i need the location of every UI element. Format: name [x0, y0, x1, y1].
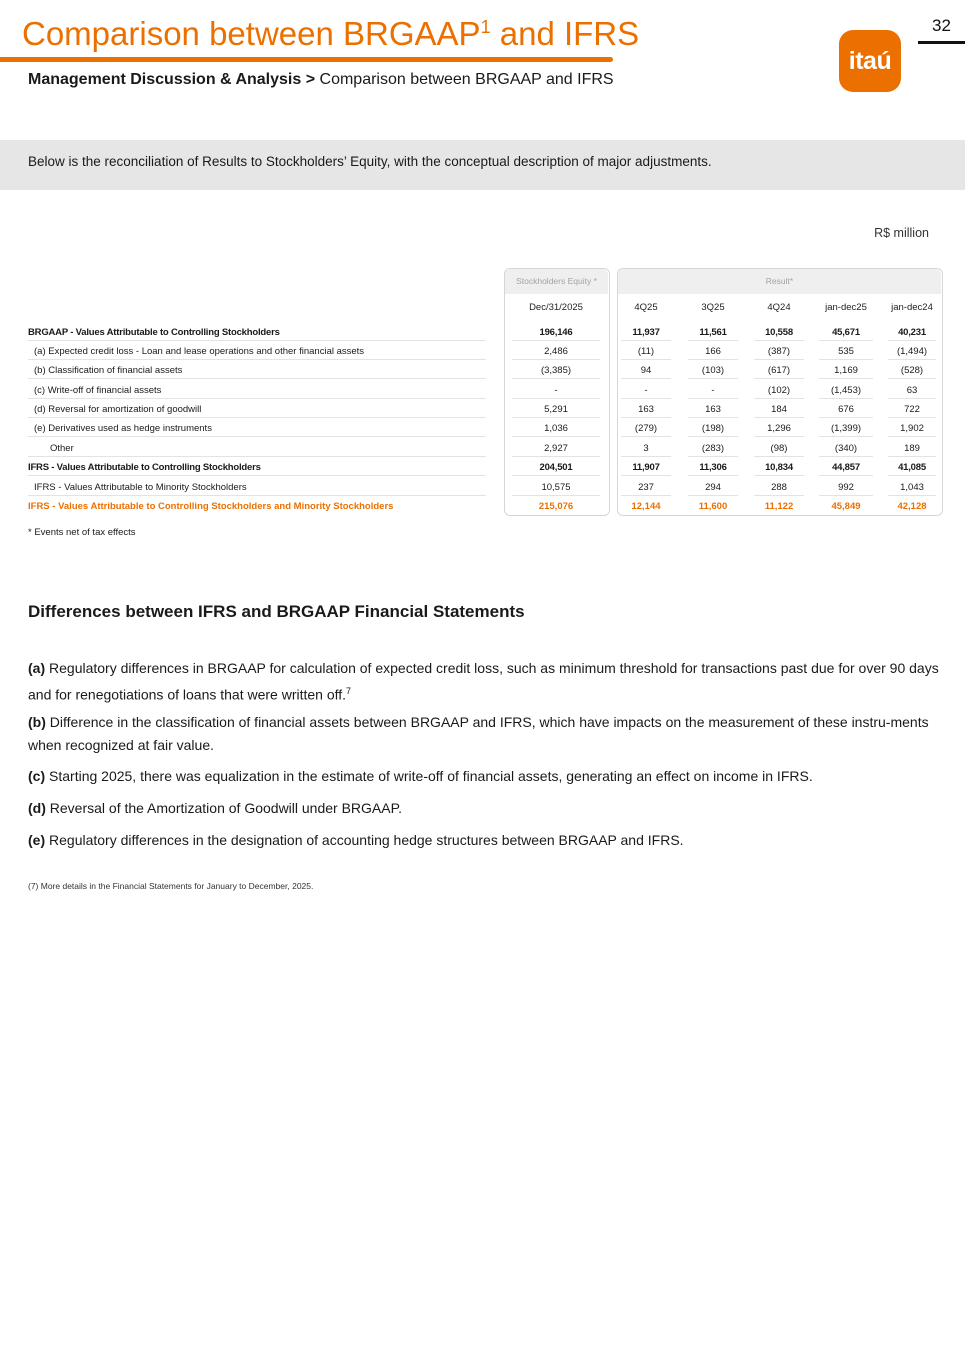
table-row	[28, 457, 948, 476]
cell-divider	[888, 378, 936, 379]
row-label: Other	[50, 443, 74, 454]
page-footnote: (7) More details in the Financial Statements for January to December, 2025.	[28, 881, 314, 891]
cell-divider	[819, 436, 873, 437]
title-underline	[0, 57, 613, 62]
table-cell: 11,122	[764, 501, 794, 512]
table-cell: 184	[771, 404, 787, 415]
table-row	[28, 341, 948, 360]
table-cell: -	[554, 385, 558, 396]
unit-label: R$ million	[874, 226, 929, 240]
table-cell: -	[711, 385, 715, 396]
table-cell: 2,486	[544, 346, 568, 357]
row-label: (a) Expected credit loss - Loan and lease operations and other financial assets	[34, 346, 365, 357]
table-cell: 42,128	[897, 501, 927, 512]
table-row	[28, 380, 948, 399]
column-header: Dec/31/2025	[529, 302, 583, 313]
table-cell: 10,575	[541, 482, 571, 493]
table-cell: 189	[904, 443, 920, 454]
table-cell: 237	[638, 482, 654, 493]
intro-text: Below is the reconciliation of Results to Stockholders’ Equity, with the conceptual description of major adjustments.	[28, 154, 712, 169]
table-cell: 1,043	[900, 482, 924, 493]
breadcrumb	[28, 71, 614, 89]
table-cell: 40,231	[898, 327, 926, 338]
cell-divider	[819, 475, 873, 476]
table-cell: (1,494)	[896, 346, 928, 357]
table-cell: 10,834	[765, 462, 793, 473]
table-cell: 2,927	[544, 443, 568, 454]
page-title: Comparison between BRGAAP$^1$ and IFRS	[22, 15, 640, 52]
column-header: jan-dec24	[891, 302, 933, 313]
cell-divider	[688, 475, 738, 476]
table-cell: 1,036	[544, 423, 568, 434]
intro-banner	[0, 140, 965, 190]
row-label: (b) Classification of financial assets	[34, 365, 183, 376]
table-cell: 166	[705, 346, 721, 357]
difference-text: Regulatory differences in BRGAAP for calculation of expected credit loss, such as minimum threshold for transactions past due for over 90 days and for renegotiations of loans that were written off.	[28, 660, 939, 703]
row-divider	[28, 436, 486, 437]
table-cell: 41,085	[898, 462, 926, 473]
cell-divider	[621, 378, 671, 379]
table-cell: 44,857	[832, 462, 860, 473]
breadcrumb-section: Management Discussion & Analysis >	[28, 71, 316, 88]
page-number: 32	[932, 16, 951, 35]
table-cell: (98)	[770, 443, 788, 454]
table-cell: (340)	[834, 443, 858, 454]
table-row	[28, 322, 948, 341]
cell-divider	[888, 436, 936, 437]
table-cell: 992	[838, 482, 854, 493]
table-cell: 10,558	[765, 327, 793, 338]
table-cell: 676	[838, 404, 854, 415]
equity-group-header: Stockholders Equity *	[505, 269, 608, 294]
column-header: 4Q25	[634, 302, 658, 313]
table-cell: (198)	[701, 423, 725, 434]
table-cell: 45,849	[831, 501, 861, 512]
column-header: 3Q25	[701, 302, 725, 313]
difference-item	[28, 765, 940, 788]
breadcrumb-page: Comparison between BRGAAP and IFRS	[315, 71, 614, 88]
table-cell: (11)	[637, 346, 655, 357]
table-row	[28, 399, 948, 418]
row-label: (d) Reversal for amortization of goodwill	[34, 404, 202, 415]
difference-item	[28, 829, 940, 852]
table-cell: (1,399)	[830, 423, 862, 434]
row-label: IFRS - Values Attributable to Controlling Stockholders	[28, 462, 261, 473]
table-cell: (103)	[701, 365, 725, 376]
cell-divider	[754, 475, 804, 476]
table-cell: 1,296	[767, 423, 791, 434]
cell-divider	[621, 436, 671, 437]
table-cell: 11,561	[699, 327, 727, 338]
difference-item	[28, 797, 940, 820]
table-cell: 196,146	[539, 327, 573, 338]
title-footnote-marker: 1	[480, 17, 491, 37]
table-cell: 215,076	[538, 501, 574, 512]
difference-text: Starting 2025, there was equalization in the estimate of write-off of financial assets, generating an effect on income in IFRS.	[45, 768, 813, 784]
column-header: jan-dec25	[825, 302, 867, 313]
page-number-rule	[918, 41, 965, 44]
table-row	[28, 418, 948, 437]
row-label: BRGAAP - Values Attributable to Controlling Stockholders	[28, 327, 280, 338]
itau-logo: itaú	[839, 30, 901, 92]
table-cell: 163	[638, 404, 654, 415]
difference-item	[28, 711, 940, 756]
table-cell: 3	[643, 443, 649, 454]
differences-heading: Differences between IFRS and BRGAAP Financial Statements	[28, 602, 525, 621]
difference-key: (c)	[28, 768, 46, 784]
column-header: 4Q24	[767, 302, 791, 313]
difference-key: (b)	[28, 714, 46, 730]
cell-divider	[754, 378, 804, 379]
table-cell: 163	[705, 404, 721, 415]
table-cell: 11,306	[699, 462, 727, 473]
cell-divider	[688, 378, 738, 379]
table-row	[28, 496, 948, 515]
table-cell: (279)	[634, 423, 658, 434]
cell-divider	[512, 475, 600, 476]
row-label: (c) Write-off of financial assets	[34, 385, 162, 396]
row-divider	[28, 475, 486, 476]
row-label: IFRS - Values Attributable to Controlling Stockholders and Minority Stockholders	[28, 501, 394, 512]
table-cell: 535	[838, 346, 854, 357]
difference-item	[28, 657, 940, 706]
table-cell: 45,671	[832, 327, 860, 338]
table-cell: 204,501	[539, 462, 573, 473]
table-cell: (1,453)	[830, 385, 862, 396]
table-cell: (102)	[767, 385, 791, 396]
cell-divider	[512, 436, 600, 437]
table-row	[28, 477, 948, 496]
table-cell: 1,902	[900, 423, 924, 434]
table-row	[28, 360, 948, 379]
cell-divider	[754, 436, 804, 437]
table-cell: (3,385)	[540, 365, 572, 376]
cell-divider	[888, 475, 936, 476]
table-cell: 5,291	[544, 404, 568, 415]
table-cell: 11,907	[632, 462, 660, 473]
row-label: (e) Derivatives used as hedge instruments	[34, 423, 212, 434]
table-cell: (617)	[767, 365, 791, 376]
table-cell: 11,937	[632, 327, 660, 338]
table-cell: 288	[771, 482, 787, 493]
table-cell: 1,169	[834, 365, 858, 376]
table-cell: (283)	[701, 443, 725, 454]
table-cell: 11,600	[698, 501, 728, 512]
table-cell: 94	[640, 365, 652, 376]
table-cell: 12,144	[631, 501, 661, 512]
cell-divider	[621, 475, 671, 476]
footnote-marker: 7	[346, 685, 352, 696]
row-label: IFRS - Values Attributable to Minority Stockholders	[34, 482, 247, 493]
table-cell: -	[644, 385, 648, 396]
difference-text: Regulatory differences in the designation of accounting hedge structures between BRGAAP and IFRS.	[45, 832, 684, 848]
cell-divider	[819, 378, 873, 379]
table-cell: 722	[904, 404, 920, 415]
table-cell: (528)	[900, 365, 924, 376]
difference-key: (e)	[28, 832, 46, 848]
cell-divider	[688, 436, 738, 437]
result-group-header: Result*	[618, 269, 941, 294]
difference-text: Difference in the classification of financial assets between BRGAAP and IFRS, which have impacts on the measurement of these instru-ments when recognized at fair value.	[28, 714, 929, 753]
table-cell: 63	[906, 385, 918, 396]
row-divider	[28, 378, 486, 379]
table-row	[28, 438, 948, 457]
difference-text: Reversal of the Amortization of Goodwill under BRGAAP.	[45, 800, 403, 816]
table-footnote: * Events net of tax effects	[28, 527, 136, 538]
difference-key: (a)	[28, 660, 46, 676]
table-cell: 294	[705, 482, 721, 493]
cell-divider	[512, 378, 600, 379]
table-cell: (387)	[767, 346, 791, 357]
difference-key: (d)	[28, 800, 46, 816]
